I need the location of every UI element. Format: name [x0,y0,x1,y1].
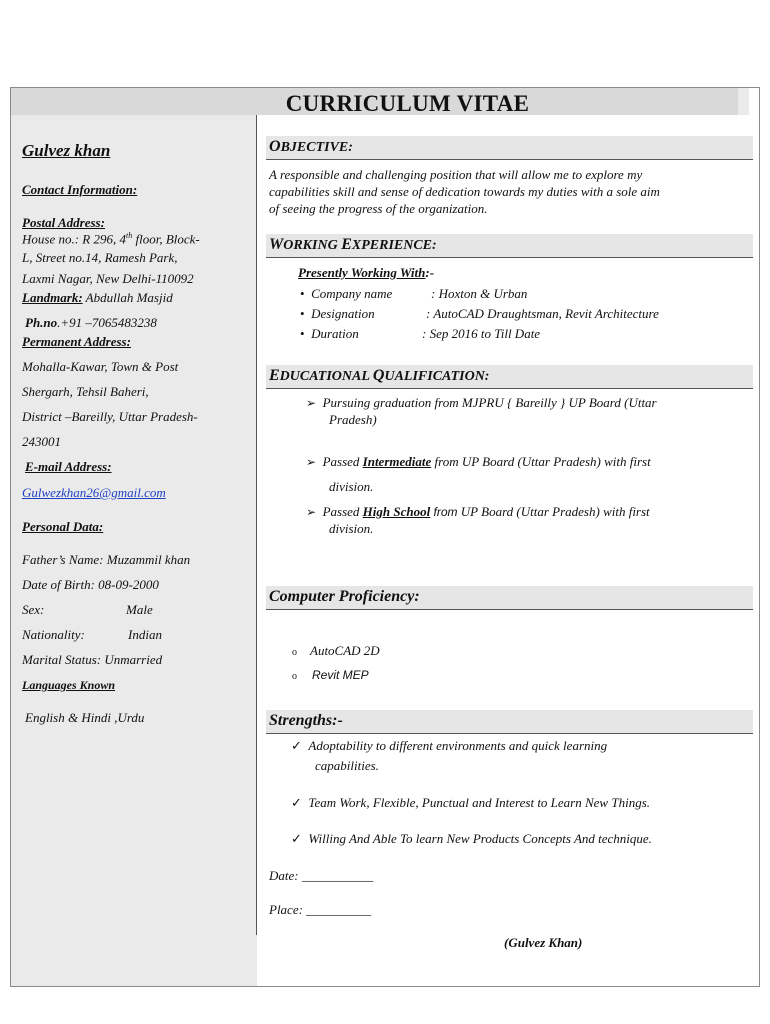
email-link[interactable]: Gulwezkhan26@gmail.com [22,485,166,500]
experience-item: • Designation [300,306,375,321]
languages-value: English & Hindi ,Urdu [25,710,145,725]
postal-heading: Postal Address: [22,215,105,230]
permanent-line-1: Mohalla-Kawar, Town & Post [22,359,179,374]
permanent-line-2: Shergarh, Tehsil Baheri, [22,384,149,399]
phone: Ph.no.+91 –7065483238 [25,315,157,330]
experience-heading: WORKING EXPERIENCE: [269,236,437,253]
experience-item: • Company name [300,286,393,301]
experience-item-value: : Sep 2016 to Till Date [422,326,541,341]
languages-heading: Languages Known [22,678,116,692]
experience-item-value: : AutoCAD Draughtsman, Revit Architecture [426,306,659,321]
objective-line-3: of seeing the progress of the organization. [269,201,488,216]
education-item-2-line-2: division. [329,479,374,494]
document-title: CURRICULUM VITAE [285,91,530,116]
objective-line-2: capabilities skill and sense of dedication towards my duties with a sole aim [269,184,660,199]
presently-working: Presently Working With:- [298,265,435,280]
strength-item-1: ✓ Adoptability to different environments and quick learning [291,738,608,753]
permanent-heading: Permanent Address: [22,334,131,349]
postal-line-1: House no.: R 296, 4th floor, Block- [22,231,200,247]
column-divider [256,115,257,935]
father-name: Father’s Name: Muzammil khan [22,552,191,567]
objective-line-1: A responsible and challenging position that will allow me to explore my [269,167,643,182]
strength-item-1-line-2: capabilities. [315,758,379,773]
computer-item: o AutoCAD 2D [292,643,380,658]
date-of-birth: Date of Birth: 08-09-2000 [22,577,159,592]
signature: (Gulvez Khan) [504,935,583,950]
strengths-heading: Strengths:- [269,712,343,729]
check-icon: ✓ [291,831,302,846]
permanent-line-4: 243001 [22,434,61,449]
education-item-2: ➢ Passed Intermediate from UP Board (Uttar Pradesh) with first [306,454,651,469]
sex-label: Sex: [22,602,45,617]
education-heading: EDUCATIONAL QUALIFICATION: [269,367,490,384]
objective-heading: OBJECTIVE: [269,138,353,155]
experience-item-value: : Hoxton & Urban [431,286,528,301]
computer-item: o Revit MEP [292,668,369,682]
contact-heading: Contact Information: [22,182,138,197]
education-item-3: ➢ Passed High School from UP Board (Uttar Pradesh) with first [306,504,650,519]
landmark: Landmark: Abdullah Masjid [22,290,173,305]
nationality-label: Nationality: [22,627,85,642]
permanent-line-3: District –Bareilly, Uttar Pradesh- [22,409,198,424]
postal-line-3: Laxmi Nagar, New Delhi-110092 [22,271,194,286]
sex-value: Male [126,602,153,617]
candidate-name: Gulvez khan [22,141,111,160]
experience-item: • Duration [300,326,359,341]
strength-item-2: ✓ Team Work, Flexible, Punctual and Interest to Learn New Things. [291,795,650,810]
check-icon: ✓ [291,738,302,753]
strength-item-3: ✓ Willing And Able To learn New Products Concepts And technique. [291,831,652,846]
check-icon: ✓ [291,795,302,810]
place-line: Place: __________ [269,902,372,917]
date-line: Date: ___________ [269,868,374,883]
education-item-1-line-2: Pradesh) [329,412,377,427]
nationality-value: Indian [128,627,162,642]
marital-status: Marital Status: Unmarried [22,652,163,667]
education-item-1: ➢ Pursuing graduation from MJPRU { Bareilly } UP Board (Uttar [306,395,657,410]
personal-heading: Personal Data: [22,519,104,534]
education-item-3-line-2: division. [329,521,374,536]
postal-line-2: L, Street no.14, Ramesh Park, [22,250,178,265]
computer-heading: Computer Proficiency: [269,588,420,605]
email-heading: E-mail Address: [25,459,112,474]
